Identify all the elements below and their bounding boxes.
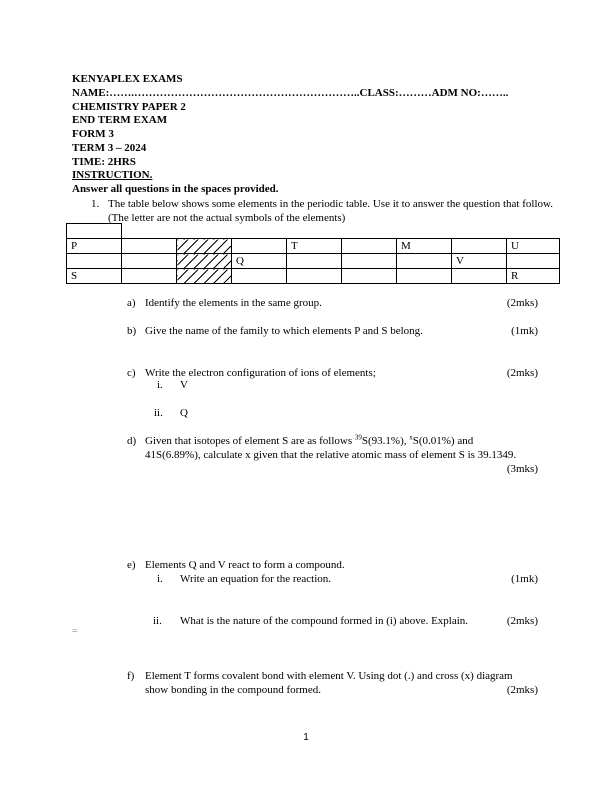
table-cell [342, 254, 397, 269]
part-text: Identify the elements in the same group. [145, 297, 322, 309]
question-text: The table below shows some elements in the periodic table. Use it to answer the question that follow. (The letter are not the actual symbols of the elements) [108, 198, 553, 224]
table-cell: S [67, 269, 122, 284]
marks: (2mks) [506, 615, 538, 627]
hatched-cell [177, 254, 232, 269]
marks: (1mk) [511, 325, 538, 337]
table-row [67, 269, 560, 284]
roman-label: i. [157, 379, 163, 391]
table-cell [452, 239, 507, 254]
table-cell: Q [232, 254, 287, 269]
name-class-line: NAME:…….……………………………………………………..CLASS:………ADM NO:…….. [72, 87, 509, 99]
table-cell [122, 254, 177, 269]
part-label: b) [127, 325, 137, 337]
table-cell [122, 239, 177, 254]
table-row [67, 254, 560, 269]
exam-title: END TERM EXAM [72, 114, 168, 126]
part-text: Given that isotopes of element S are as follows $^{39}$S(93.1%), $^x$S(0.01%) and [145, 433, 474, 447]
marks: (2mks) [506, 684, 538, 696]
part-f [127, 669, 552, 699]
marks: (2mks) [506, 367, 538, 379]
form-label: FORM 3 [72, 128, 114, 140]
hatched-cell [177, 269, 232, 284]
part-label: a) [127, 297, 136, 309]
sub-text: Q [180, 407, 188, 419]
school-name: KENYAPLEX EXAMS [72, 73, 183, 85]
marks: (1mk) [511, 573, 538, 585]
margin-mark: = [72, 626, 78, 637]
sub-text: Write an equation for the reaction. [180, 573, 332, 585]
table-cell: V [452, 254, 507, 269]
part-text-line2: 41S(6.89%), calculate x given that the relative atomic mass of element S is 39.1349. [145, 449, 517, 461]
table-cell: P [67, 239, 122, 254]
part-label: e) [127, 559, 136, 571]
table-cell [232, 269, 287, 284]
table-cell: U [507, 239, 560, 254]
table-cell [67, 224, 122, 239]
marks: (2mks) [506, 297, 538, 309]
part-label: c) [127, 367, 136, 379]
part-text: Element T forms covalent bond with element V. Using dot (.) and cross (x) diagram [145, 670, 513, 682]
table-cell [287, 269, 342, 284]
table-cell: T [287, 239, 342, 254]
part-text: Give the name of the family to which elements P and S belong. [145, 325, 423, 337]
question-number: 1. [91, 198, 100, 210]
part-text-line2: show bonding in the compound formed. [145, 684, 321, 696]
table-row [67, 239, 560, 254]
time-label: TIME: 2HRS [72, 156, 136, 168]
instruction-text: Answer all questions in the spaces provided. [72, 183, 279, 195]
marks: (3mks) [506, 463, 538, 475]
sub-text: V [180, 379, 188, 391]
part-text: Write the electron configuration of ions of elements; [145, 367, 376, 379]
periodic-table [66, 223, 560, 284]
roman-label: ii. [153, 615, 162, 627]
table-cell: R [507, 269, 560, 284]
paper-title: CHEMISTRY PAPER 2 [72, 101, 186, 113]
instruction-heading: INSTRUCTION. [72, 169, 153, 181]
part-label: f) [127, 670, 135, 682]
table-cell [287, 254, 342, 269]
table-cell [232, 239, 287, 254]
part-label: d) [127, 435, 137, 447]
table-cell [122, 269, 177, 284]
sub-text: What is the nature of the compound formed in (i) above. Explain. [180, 615, 469, 627]
roman-label: ii. [154, 407, 163, 419]
table-cell [397, 254, 452, 269]
hatched-cell [177, 239, 232, 254]
page-number: 1 [303, 732, 309, 743]
table-cell [507, 254, 560, 269]
table-cell [67, 254, 122, 269]
term-label: TERM 3 – 2024 [72, 142, 147, 154]
table-cell [397, 269, 452, 284]
table-cell [342, 239, 397, 254]
roman-label: i. [157, 573, 163, 585]
part-text: Elements Q and V react to form a compound. [145, 559, 345, 571]
table-cell [452, 269, 507, 284]
table-cell [342, 269, 397, 284]
table-row-top [67, 224, 560, 239]
table-cell: M [397, 239, 452, 254]
part-d [127, 434, 552, 476]
